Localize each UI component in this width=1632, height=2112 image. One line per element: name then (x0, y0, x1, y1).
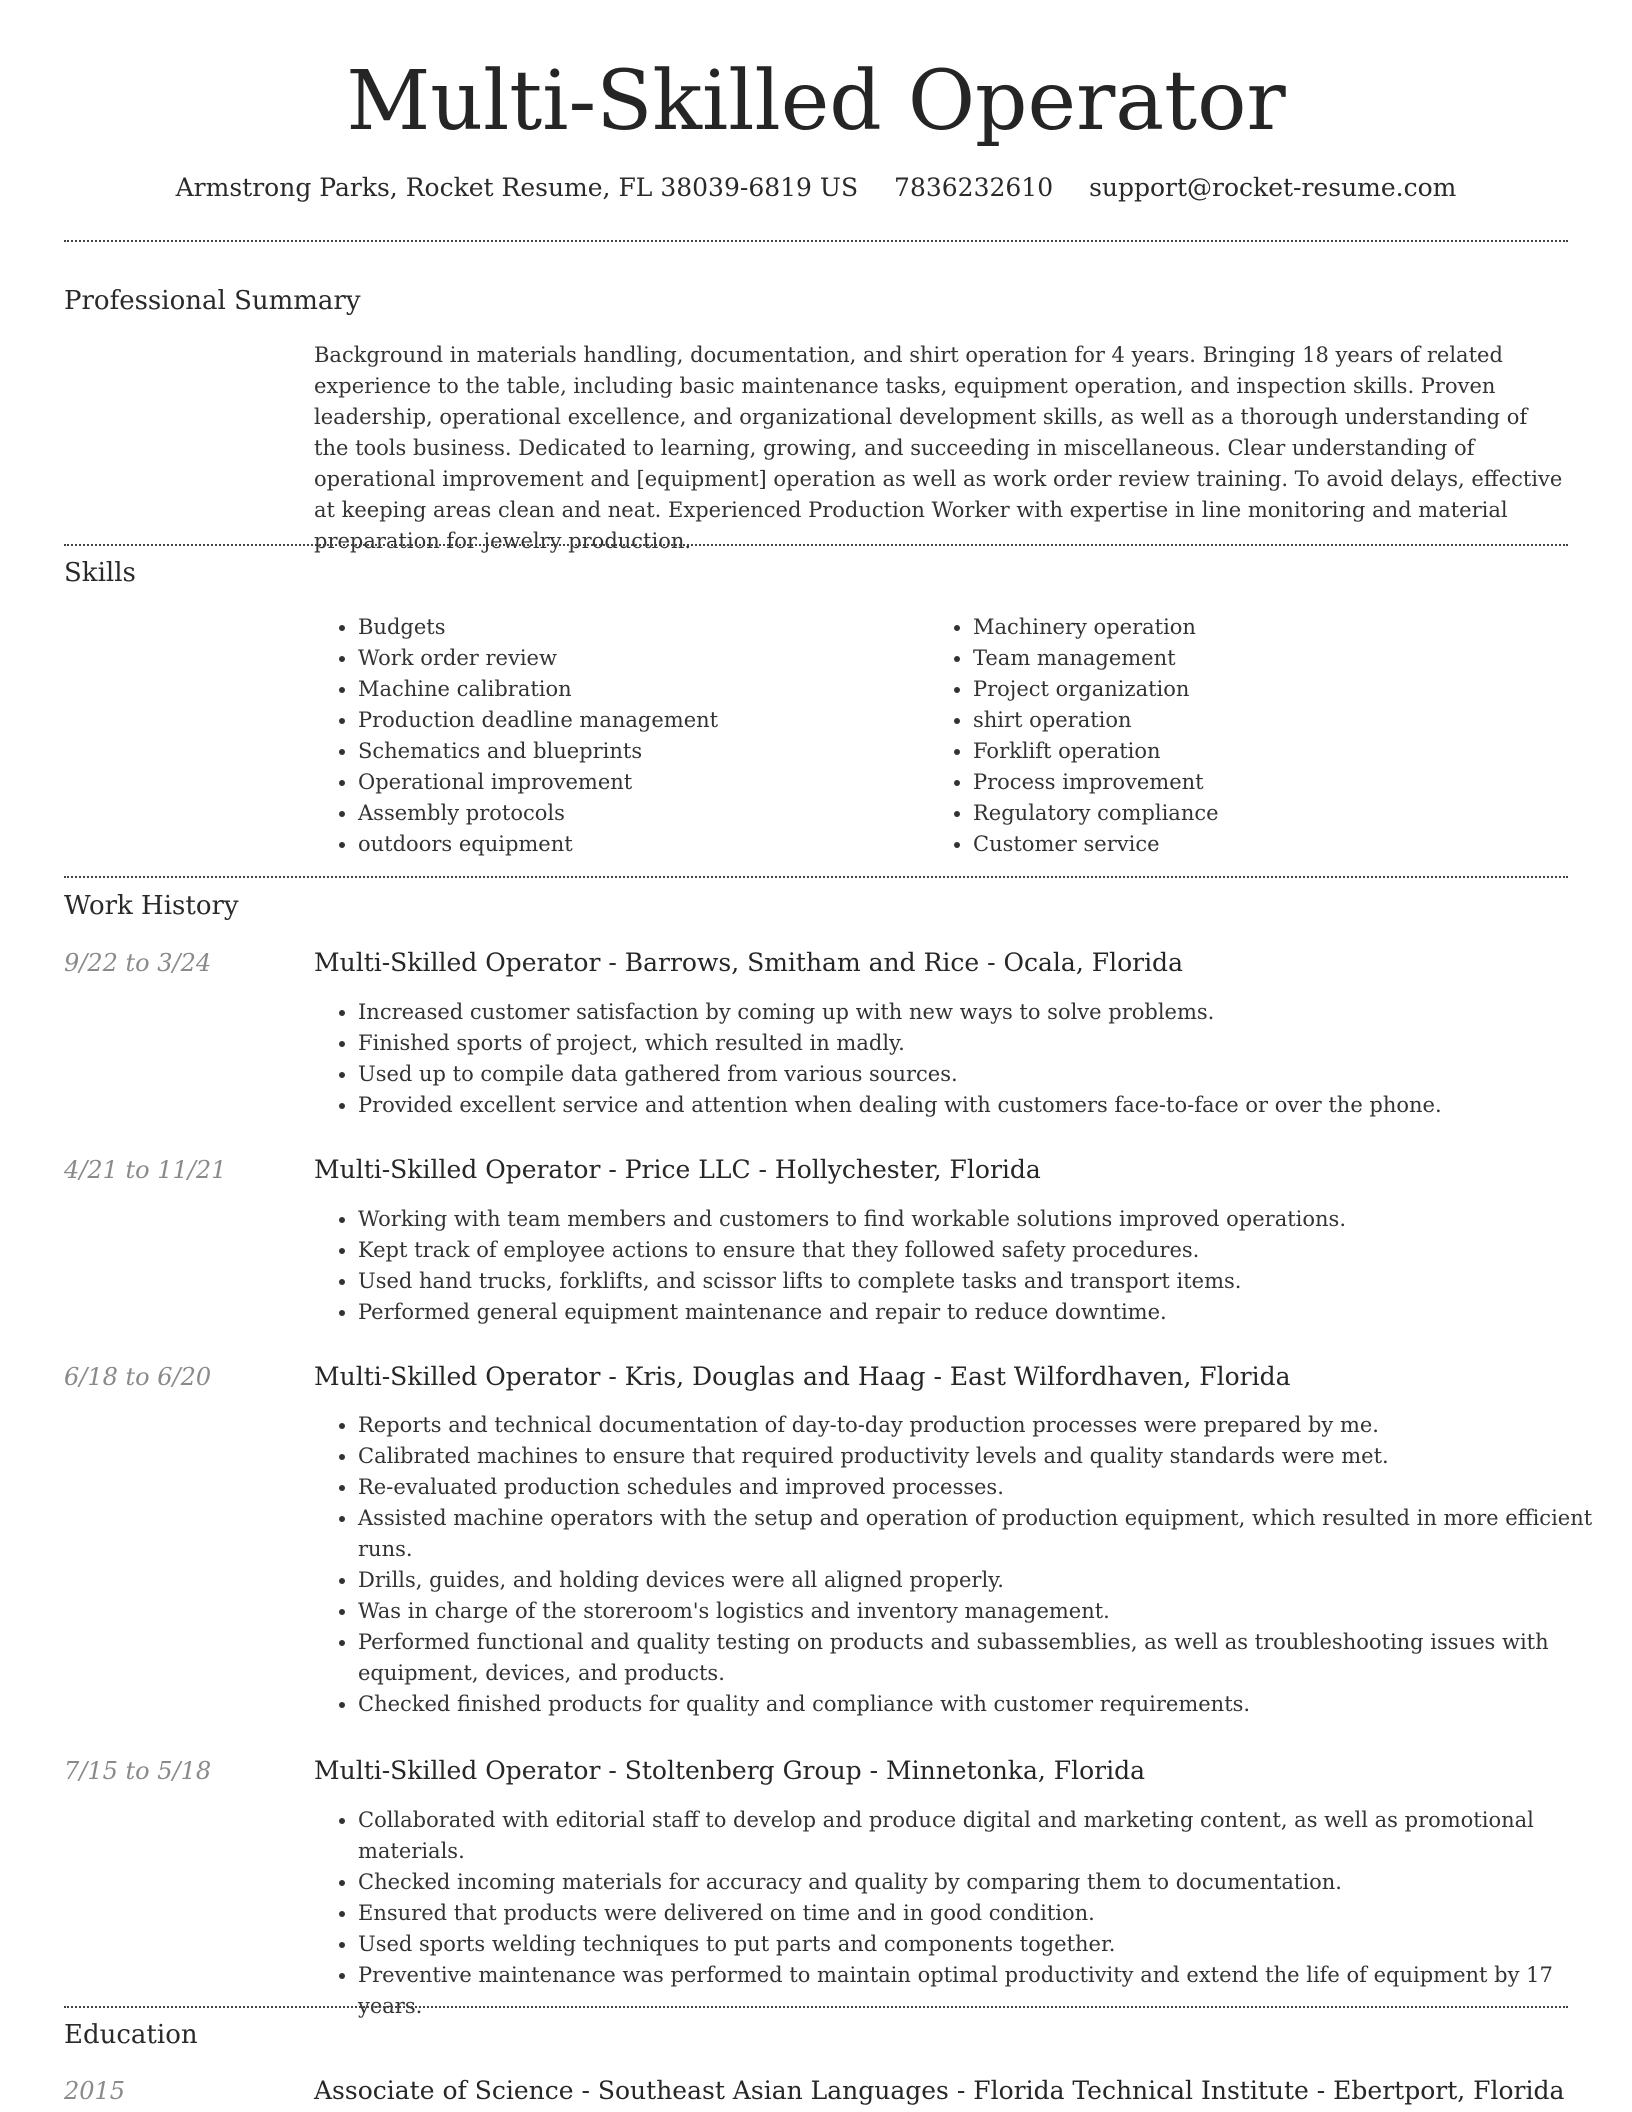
skill-item: • Operational improvement (358, 767, 958, 798)
education-date: 2015 (64, 2077, 126, 2105)
job-bullet: • Used sports welding techniques to put parts and components together. (358, 1929, 1612, 1960)
job-bullet: • Kept track of employee actions to ensure that they followed safety procedures. (358, 1235, 1612, 1266)
job-bullets (314, 1805, 1612, 2022)
divider (64, 544, 1568, 546)
skill-item: • Schematics and blueprints (358, 736, 958, 767)
job-bullet: • Collaborated with editorial staff to develop and produce digital and marketing content, as well as promotional materials. (358, 1805, 1612, 1867)
skill-item: • Budgets (358, 612, 958, 643)
divider (64, 240, 1568, 242)
job-bullets (314, 997, 1612, 1121)
job-bullet: • Assisted machine operators with the setup and operation of production equipment, which resulted in more efficient runs. (358, 1503, 1612, 1565)
job-bullets (314, 1204, 1612, 1328)
work-history-heading: Work History (64, 891, 239, 921)
skill-item: • Machine calibration (358, 674, 958, 705)
skills-list-left (314, 612, 958, 860)
job-bullet: • Reports and technical documentation of day-to-day production processes were prepared by me. (358, 1410, 1612, 1441)
skill-item: • Process improvement (973, 767, 1573, 798)
skills-list-right (929, 612, 1573, 860)
divider (64, 2006, 1568, 2008)
summary-text: Background in materials handling, documentation, and shirt operation for 4 years. Bringing 18 years of related experience to the table, including basic maintenance tasks, equipment operation, and inspection skills. Proven leadership, operational excellence, and organizational development skills, as well as a thorough understanding of the tools business. Dedicated to learning, growing, and succeeding in miscellaneous. Clear understanding of operational improvement and [equipment] operation as well as work order review training. To avoid delays, effective at keeping areas clean and neat. Experienced Production Worker with expertise in line monitoring and material preparation for jewelry production. (314, 343, 1563, 553)
candidate-name: Multi-Skilled Operator (346, 54, 1286, 149)
skill-item: • Forklift operation (973, 736, 1573, 767)
education-title: Associate of Science - Southeast Asian Languages - Florida Technical Institute - Ebertport, Florida (314, 2076, 1565, 2105)
job-bullets (314, 1410, 1612, 1720)
job-bullet: • Working with team members and customers to find workable solutions improved operations. (358, 1204, 1612, 1235)
skill-item: • shirt operation (973, 705, 1573, 736)
skill-item: • Regulatory compliance (973, 798, 1573, 829)
phone-text: 7836232610 (894, 173, 1054, 202)
skill-item: • Team management (973, 643, 1573, 674)
job-bullet: • Calibrated machines to ensure that required productivity levels and quality standards were met. (358, 1441, 1612, 1472)
skill-item: • Machinery operation (973, 612, 1573, 643)
job-dates: 6/18 to 6/20 (64, 1363, 212, 1391)
job-title: Multi-Skilled Operator - Price LLC - Hollychester, Florida (314, 1155, 1041, 1184)
skill-item: • Assembly protocols (358, 798, 958, 829)
address-text: Armstrong Parks, Rocket Resume, FL 38039-6819 US (175, 173, 859, 202)
job-bullet: • Used up to compile data gathered from various sources. (358, 1059, 1612, 1090)
job-bullet: • Performed functional and quality testing on products and subassemblies, as well as troubleshooting issues with equipment, devices, and products. (358, 1627, 1612, 1689)
job-bullet: • Checked incoming materials for accuracy and quality by comparing them to documentation. (358, 1867, 1612, 1898)
skill-item: • outdoors equipment (358, 829, 958, 860)
job-bullet: • Used hand trucks, forklifts, and scissor lifts to complete tasks and transport items. (358, 1266, 1612, 1297)
job-dates: 9/22 to 3/24 (64, 949, 212, 977)
job-bullet: • Drills, guides, and holding devices were all aligned properly. (358, 1565, 1612, 1596)
job-dates: 4/21 to 11/21 (64, 1156, 227, 1184)
job-bullet: • Preventive maintenance was performed to maintain optimal productivity and extend the life of equipment by 17 years. (358, 1960, 1612, 2022)
job-bullet: • Finished sports of project, which resulted in madly. (358, 1028, 1612, 1059)
education-heading: Education (64, 2020, 198, 2050)
skill-item: • Customer service (973, 829, 1573, 860)
job-bullet: • Provided excellent service and attention when dealing with customers face-to-face or over the phone. (358, 1090, 1612, 1121)
job-dates: 7/15 to 5/18 (64, 1757, 212, 1785)
job-bullet: • Checked finished products for quality and compliance with customer requirements. (358, 1689, 1612, 1720)
email-link[interactable]: support@rocket-resume.com (1089, 173, 1457, 202)
job-bullet: • Was in charge of the storeroom's logistics and inventory management. (358, 1596, 1612, 1627)
job-bullet: • Increased customer satisfaction by coming up with new ways to solve problems. (358, 997, 1612, 1028)
summary-heading: Professional Summary (64, 286, 361, 316)
job-title: Multi-Skilled Operator - Barrows, Smitham and Rice - Ocala, Florida (314, 948, 1183, 977)
skill-item: • Production deadline management (358, 705, 958, 736)
divider (64, 876, 1568, 878)
skills-heading: Skills (64, 558, 136, 588)
job-bullet: • Performed general equipment maintenance and repair to reduce downtime. (358, 1297, 1612, 1328)
job-title: Multi-Skilled Operator - Stoltenberg Group - Minnetonka, Florida (314, 1756, 1145, 1785)
skill-item: • Work order review (358, 643, 958, 674)
skill-item: • Project organization (973, 674, 1573, 705)
job-title: Multi-Skilled Operator - Kris, Douglas and Haag - East Wilfordhaven, Florida (314, 1362, 1291, 1391)
job-bullet: • Ensured that products were delivered on time and in good condition. (358, 1898, 1612, 1929)
contact-line (0, 170, 1632, 206)
job-bullet: • Re-evaluated production schedules and improved processes. (358, 1472, 1612, 1503)
